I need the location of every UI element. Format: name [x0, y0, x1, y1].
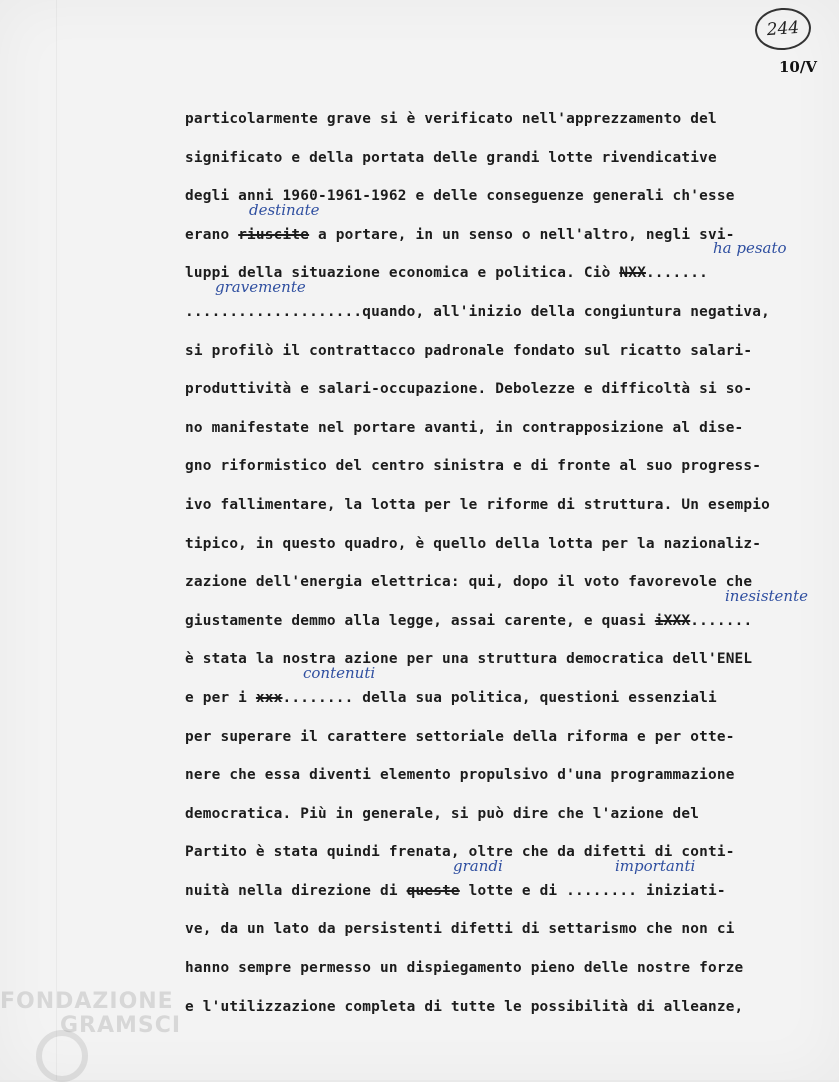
- text-segment: particolarmente grave si è verificato nell'apprezzamento del: [185, 111, 717, 127]
- watermark-logo-icon: [36, 1030, 88, 1082]
- text-segment: erano: [185, 226, 239, 243]
- text-line-22: [185, 910, 825, 949]
- text-segment: e per i: [185, 689, 256, 706]
- struck-word: queste: [406, 882, 460, 899]
- text-segment: giustamente demmo alla legge, assai carente, e quasi: [185, 612, 655, 629]
- text-segment: zazione dell'energia elettrica: qui, dopo il voto favorevole che: [185, 574, 753, 591]
- text-line-19: [185, 795, 825, 834]
- text-line-9: [185, 409, 825, 448]
- text-line-17: [185, 718, 825, 757]
- text-segment: lotte e di: [459, 882, 567, 899]
- handwritten-annotation: contenuti: [303, 663, 376, 682]
- text-line-1: [185, 100, 825, 139]
- struck-word: NXX: [619, 265, 646, 282]
- text-line-12: [185, 525, 825, 564]
- text-line-21: [185, 856, 825, 911]
- text-segment: tipico, in questo quadro, è quello della lotta per la nazionaliz-: [185, 535, 762, 552]
- struck-word: iXXX: [654, 612, 691, 629]
- handwritten-annotation: destinate: [249, 200, 320, 219]
- text-segment: democratica. Più in generale, si può dire che l'azione del: [185, 805, 700, 822]
- text-line-6: [185, 277, 825, 332]
- text-line-15: [185, 640, 825, 682]
- text-line-8: [185, 370, 825, 409]
- text-segment: nere che essa diventi elemento propulsivo d'una programmazione: [185, 767, 735, 784]
- text-segment: ....................quando, all'inizio della congiuntura negativa,: [185, 303, 771, 320]
- text-line-14: [185, 586, 825, 641]
- text-segment: .......: [645, 265, 708, 282]
- text-segment: luppi della situazione economica e politica. Ciò: [185, 265, 620, 282]
- text-line-23: [185, 949, 825, 988]
- text-segment: Partito è stata quindi frenata, oltre che da difetti di conti-: [185, 844, 735, 861]
- text-segment: no manifestate nel portare avanti, in contrapposizione al dise-: [185, 419, 744, 436]
- page-number: 10/V: [779, 58, 817, 76]
- text-segment: nuità nella direzione di: [185, 882, 407, 899]
- struck-word: riuscite: [238, 226, 310, 243]
- text-line-20: [185, 833, 825, 875]
- handwritten-annotation: inesistente: [725, 586, 808, 605]
- text-segment: è stata la nostra azione per una struttura democratica dell'ENEL: [185, 651, 753, 668]
- handwritten-annotation: grandi: [453, 856, 503, 875]
- text-segment: si profilò il contrattacco padronale fondato sul ricatto salari-: [185, 342, 753, 359]
- text-segment: produttività e salari-occupazione. Debolezze e difficoltà si so-: [185, 381, 753, 398]
- archive-watermark: [0, 990, 190, 1038]
- text-line-2: [185, 139, 825, 178]
- handwritten-annotation: ha pesato: [713, 239, 787, 258]
- text-segment: .......: [690, 612, 753, 629]
- text-segment: ........: [566, 882, 638, 899]
- text-segment: a portare, in un senso o nell'altro, negli svi-: [309, 226, 735, 243]
- text-line-11: [185, 486, 825, 525]
- text-segment: degli anni 1960-1961-1962 e delle conseguenze generali ch'esse: [185, 188, 735, 205]
- watermark-line: GRAMSCI: [60, 1013, 182, 1038]
- text-line-10: [185, 447, 825, 486]
- text-segment: ivo fallimentare, la lotta per le riforme di struttura. Un esempio: [185, 496, 771, 513]
- text-line-16: [185, 663, 825, 718]
- text-line-7: [185, 332, 825, 371]
- text-segment: hanno sempre permesso un dispiegamento pieno delle nostre forze: [185, 960, 744, 977]
- text-line-18: [185, 756, 825, 795]
- typed-text-body: [185, 100, 825, 1026]
- text-line-24: [185, 988, 825, 1027]
- text-segment: ve, da un lato da persistenti difetti di settarismo che non ci: [185, 921, 735, 938]
- handwritten-annotation: gravemente: [215, 277, 306, 296]
- text-segment: significato e della portata delle grandi lotte rivendicative: [185, 149, 717, 166]
- text-segment: per superare il carattere settoriale della riforma e per otte-: [185, 728, 735, 745]
- archive-stamp-number: 244: [754, 6, 813, 52]
- watermark-line: FONDAZIONE: [0, 989, 174, 1014]
- struck-word: xxx: [255, 689, 283, 706]
- text-segment: e l'utilizzazione completa di tutte le possibilità di alleanze,: [185, 998, 744, 1015]
- text-segment: gno riformistico del centro sinistra e di fronte al suo progress-: [185, 458, 762, 475]
- text-segment: iniziati-: [637, 882, 726, 899]
- margin-line: [56, 0, 57, 1080]
- text-segment: ........ della sua politica, questioni essenziali: [282, 689, 717, 706]
- handwritten-annotation: importanti: [615, 856, 696, 875]
